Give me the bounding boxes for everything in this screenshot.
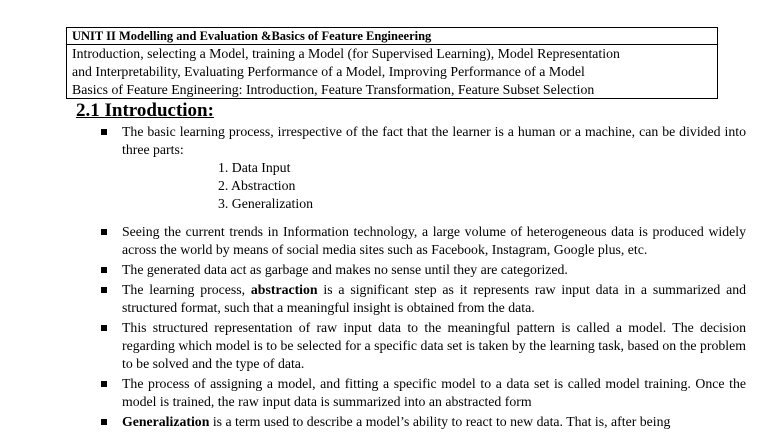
bullet-item: [0, 123, 784, 159]
numbered-item: 3. Generalization: [218, 196, 314, 211]
bullet-square-icon: [101, 325, 107, 331]
bullet-item: [0, 413, 784, 431]
bullet-item: [0, 375, 784, 411]
bullet-text: Seeing the current trends in Information technology, a large volume of heterogeneous data is produced widely across the world by means of social media sites such as Facebook, Instagram, Google plus, etc.: [122, 224, 746, 257]
bullet-text: The process of assigning a model, and fitting a specific model to a data set is called model training. Once the model is trained, the raw input data is summarized into an abstracted form: [122, 376, 746, 409]
bullet-square-icon: [101, 129, 107, 135]
bullet-text: [122, 282, 746, 315]
bullet-text-suffix: is a significant step as it represents raw input data in a summarized and structured format, such that a meaningful insight is obtained from the data.: [122, 282, 746, 315]
section-title: 2.1 Introduction:: [76, 100, 214, 121]
bullet-text: [122, 414, 670, 429]
bold-term: abstraction: [250, 282, 318, 297]
bullet-text: The basic learning process, irrespective of the fact that the learner is a human or a machine, can be divided into three parts:: [122, 124, 746, 157]
unit-heading: UNIT II Modelling and Evaluation &Basics of Feature Engineering: [67, 28, 717, 45]
topics-line: Introduction, selecting a Model, training a Model (for Supervised Learning), Model Representation: [72, 46, 620, 61]
bullet-text-prefix: The learning process,: [122, 282, 251, 297]
numbered-item: 2. Abstraction: [218, 178, 296, 193]
bullet-square-icon: [101, 267, 107, 273]
bullet-item: [0, 319, 784, 373]
bullet-item: [0, 261, 784, 279]
bullet-square-icon: [101, 381, 107, 387]
bullet-list: [0, 121, 784, 431]
bold-term: Generalization: [122, 414, 210, 429]
topics-line: Basics of Feature Engineering: Introduction, Feature Transformation, Feature Subset Selection: [72, 82, 595, 97]
unit-topics: [67, 45, 717, 99]
topics-line: and Interpretability, Evaluating Performance of a Model, Improving Performance of a Model: [72, 64, 585, 79]
syllabus-box: [66, 27, 718, 99]
bullet-text: The generated data act as garbage and makes no sense until they are categorized.: [122, 262, 568, 277]
bullet-square-icon: [101, 229, 107, 235]
numbered-item: 1. Data Input: [218, 160, 291, 175]
numbered-list: [0, 159, 784, 213]
bullet-text: This structured representation of raw input data to the meaningful pattern is called a model. The decision regarding which model is to be selected for a specific data set is taken by the learning task, based on the problem to be solved and the type of data.: [122, 320, 746, 371]
bullet-text-suffix: is a term used to describe a model’s ability to react to new data. That is, after being: [209, 414, 671, 429]
bullet-square-icon: [101, 419, 107, 425]
bullet-square-icon: [101, 287, 107, 293]
bullet-item: [0, 281, 784, 317]
bullet-item: [0, 223, 784, 259]
